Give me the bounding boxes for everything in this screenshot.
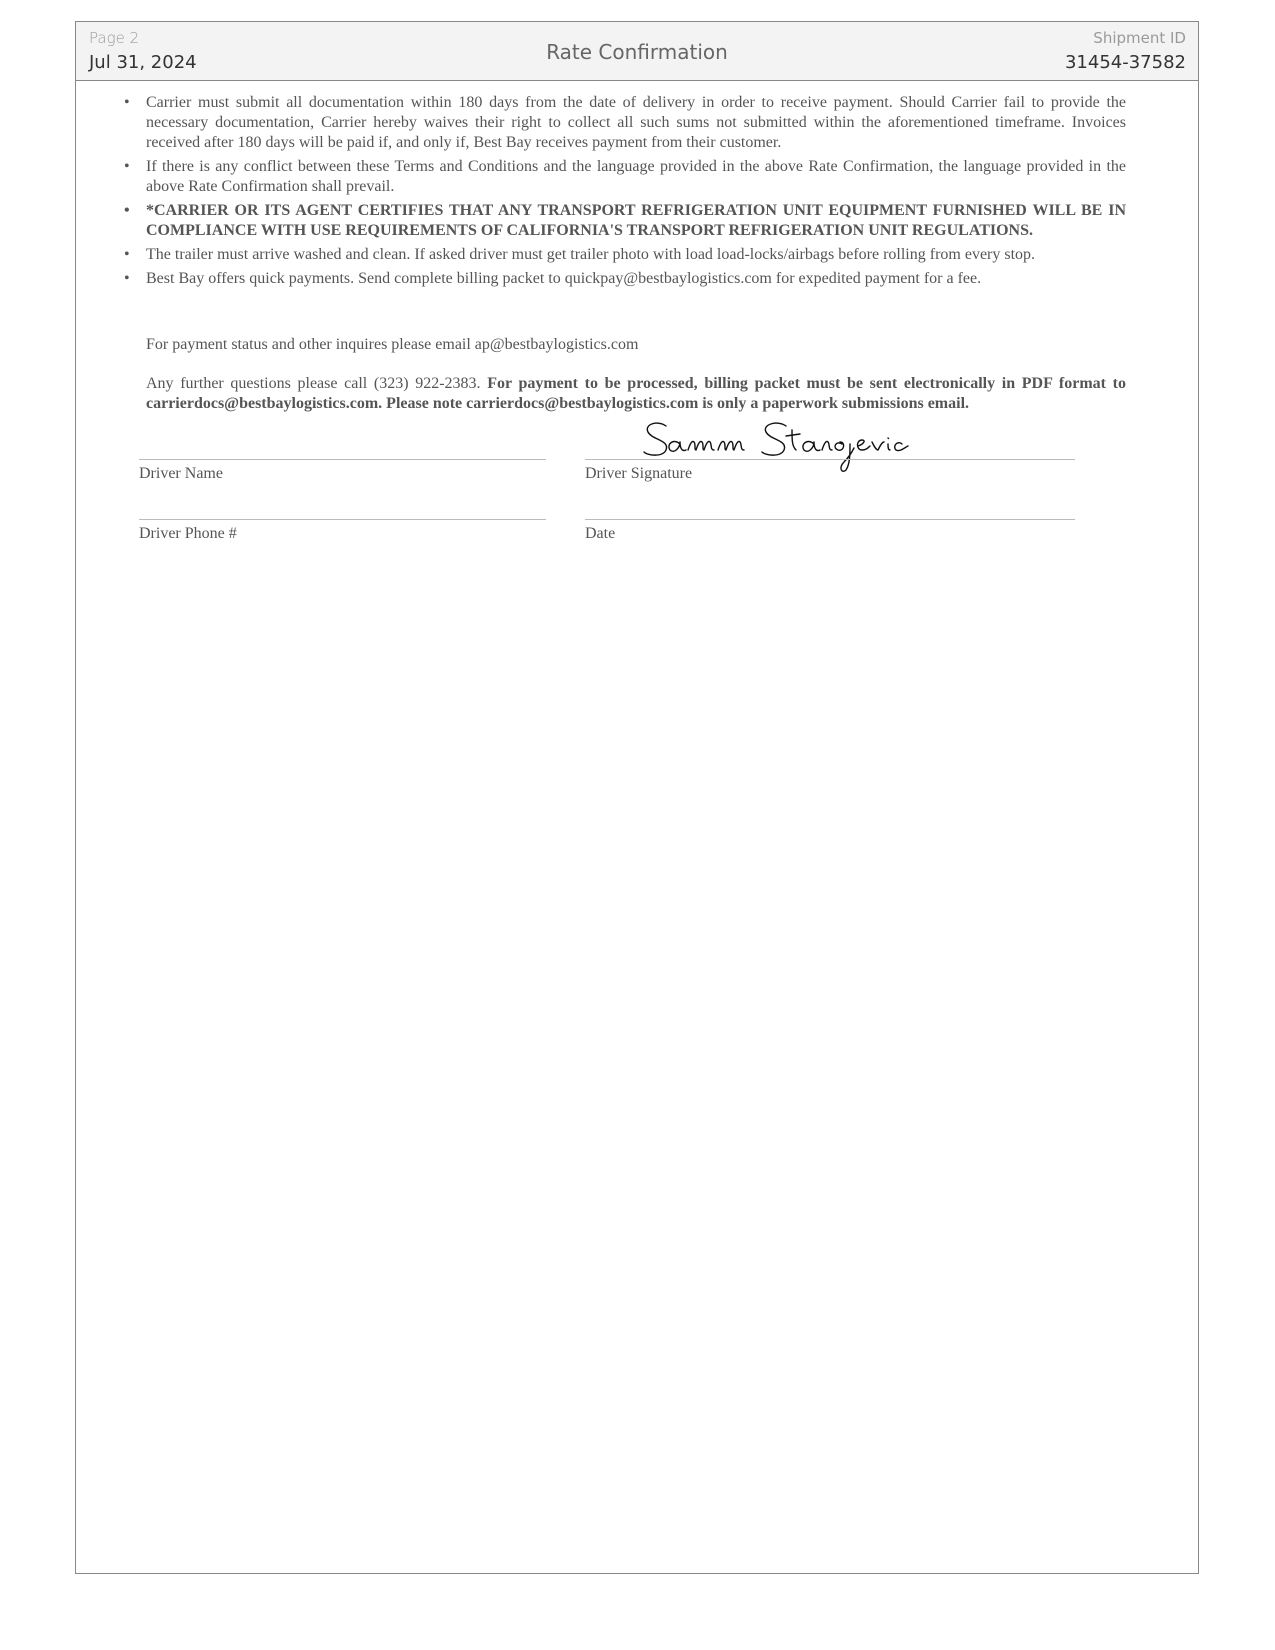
driver-phone-label: Driver Phone #	[139, 525, 237, 542]
driver-name-line	[139, 459, 546, 460]
signature-text: Samm Stanojevic	[636, 412, 644, 413]
terms-list-item	[124, 245, 1126, 265]
terms-list	[124, 93, 1126, 293]
further-questions-note	[146, 374, 1126, 414]
shipment-id-label: Shipment ID	[1093, 29, 1186, 47]
date-label: Date	[585, 525, 616, 542]
terms-list-item	[124, 201, 1126, 241]
bullet-icon: •	[124, 202, 130, 219]
bullet-icon: •	[124, 94, 130, 111]
page-number-label: Page 2	[89, 29, 140, 47]
terms-item-text: If there is any conflict between these Terms and Conditions and the language provided in the above Rate Confirmation, the language provided in the above Rate Confirmation shall prevail.	[146, 158, 1126, 195]
further-questions-bold: For payment to be processed, billing packet must be sent electronically in PDF format to carrierdocs@bestbaylogistics.com. Please note carrierdocs@bestbaylogistics.com is only a paperwork submissions email.	[146, 375, 1126, 412]
driver-signature-label: Driver Signature	[585, 465, 693, 482]
driver-name-label: Driver Name	[139, 465, 223, 482]
date-line	[585, 519, 1075, 520]
driver-phone-line	[139, 519, 546, 520]
terms-item-text: Carrier must submit all documentation within 180 days from the date of delivery in order to receive payment. Should Carrier fail to provide the necessary documentation, Carrier hereby waives their right to collect all such sums not submitted within the aforementioned timeframe. Invoices received after 180 days will be paid if, and only if, Best Bay receives payment from their customer.	[146, 94, 1126, 151]
payment-status-note: For payment status and other inquires please email ap@bestbaylogistics.com	[146, 336, 639, 353]
terms-item-text: *CARRIER OR ITS AGENT CERTIFIES THAT ANY TRANSPORT REFRIGERATION UNIT EQUIPMENT FURNISHED WILL BE IN COMPLIANCE WITH USE REQUIREMENTS OF CALIFORNIA'S TRANSPORT REFRIGERATION UNIT REGULATIONS.	[146, 202, 1126, 239]
terms-item-text: Best Bay offers quick payments. Send complete billing packet to quickpay@bestbaylogistics.com for expedited payment for a fee.	[146, 270, 982, 287]
document-title: Rate Confirmation	[546, 40, 728, 64]
terms-list-item	[124, 157, 1126, 197]
driver-signature-line	[585, 459, 1075, 460]
bullet-icon: •	[124, 158, 130, 175]
further-questions-plain: Any further questions please call (323) 922-2383.	[146, 375, 488, 392]
terms-list-item	[124, 93, 1126, 153]
terms-item-text: The trailer must arrive washed and clean. If asked driver must get trailer photo with load load-locks/airbags before rolling from every stop.	[146, 246, 1036, 263]
bullet-icon: •	[124, 270, 130, 287]
document-page	[75, 21, 1199, 1574]
bullet-icon: •	[124, 246, 130, 263]
page-header	[76, 22, 1198, 81]
document-date: Jul 31, 2024	[89, 52, 197, 73]
terms-list-item	[124, 269, 1126, 289]
shipment-id-value: 31454-37582	[1064, 52, 1186, 73]
